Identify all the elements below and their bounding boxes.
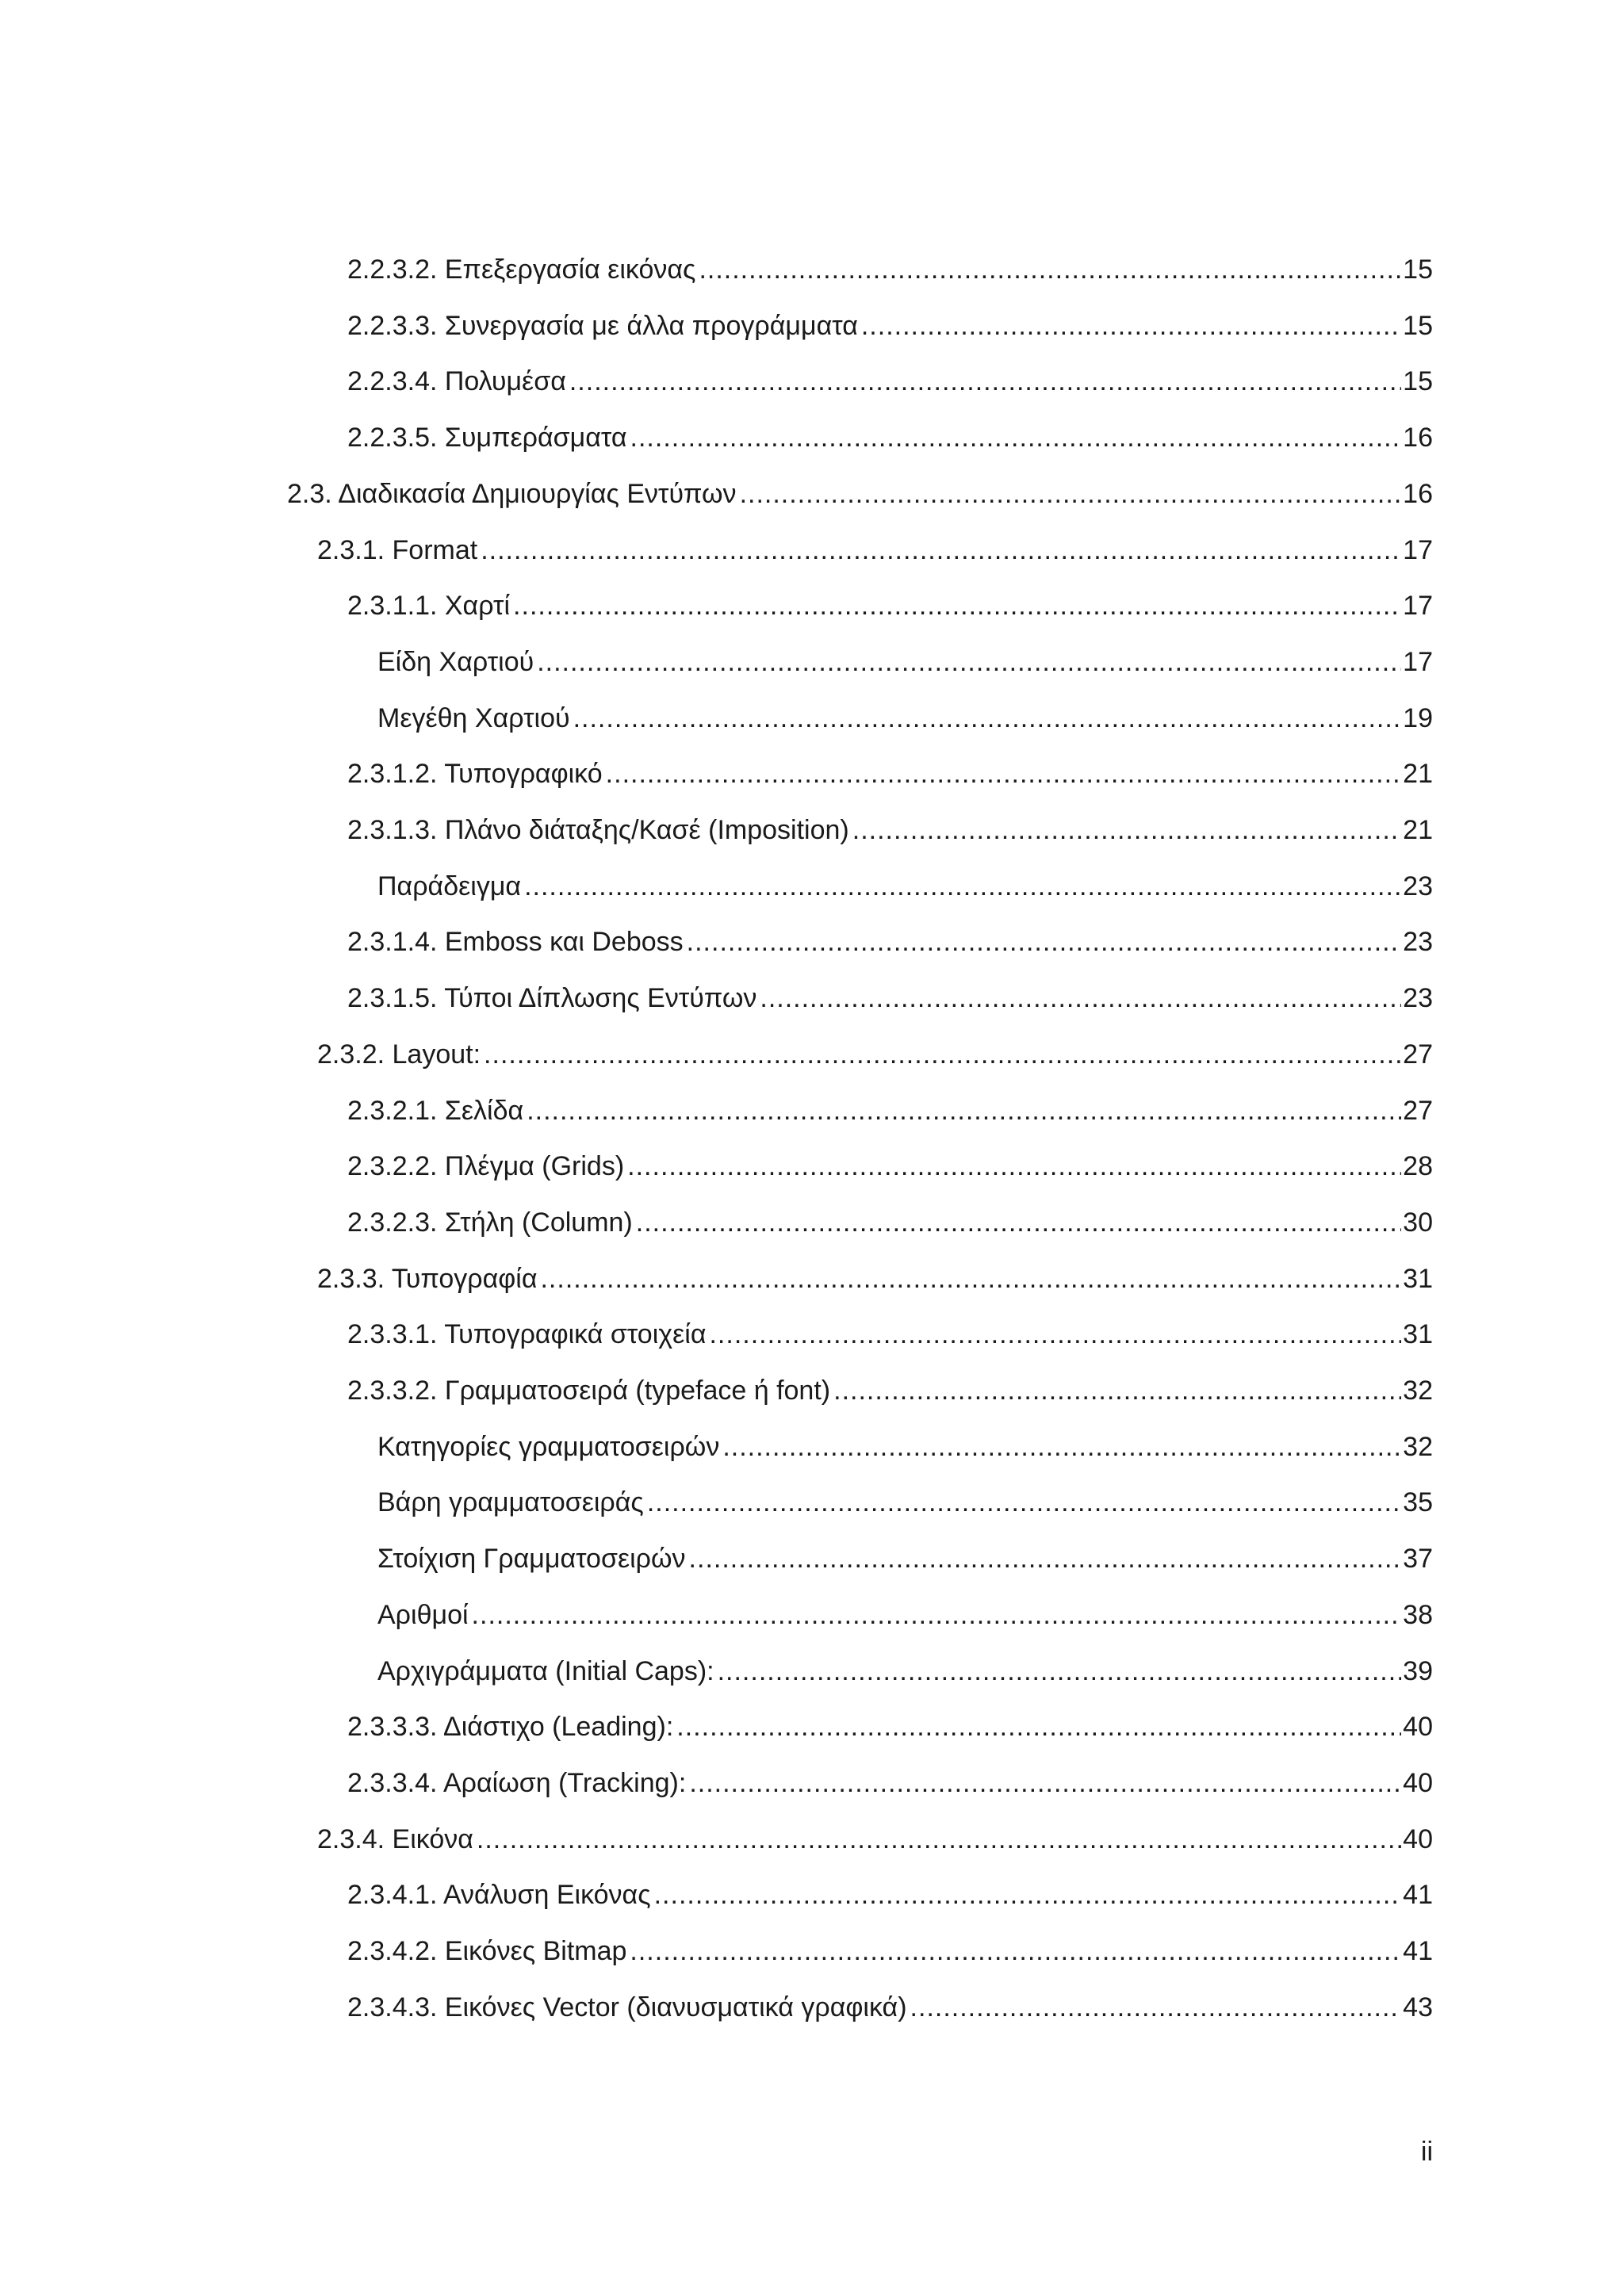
toc-dot-leader [910,1992,1401,2023]
toc-dot-leader [477,1823,1401,1855]
toc-entry-title: 2.3.4.2. Εικόνες Bitmap [347,1936,627,1966]
toc-entry-page-number: 21 [1403,759,1433,790]
toc-dot-leader [654,1879,1401,1911]
toc-entry[interactable] [347,1979,1433,2023]
toc-dot-leader [833,1375,1401,1406]
toc-entry-title: 2.3.3.4. Αραίωση (Tracking): [347,1767,687,1798]
toc-dot-leader [513,590,1401,622]
toc-entry-title: 2.3.2. Layout: [317,1039,481,1070]
toc-dot-leader [573,702,1401,734]
toc-entry-title: 2.3.1.2. Τυπογραφικό [347,759,603,790]
toc-dot-leader [687,926,1401,958]
toc-entry-page-number: 27 [1403,1095,1433,1126]
toc-dot-leader [689,1767,1401,1799]
toc-entry-page-number: 40 [1403,1767,1433,1798]
toc-entry-title: Βάρη γραμματοσειράς [377,1487,644,1518]
toc-entry[interactable] [377,858,1433,902]
toc-entry-title: Είδη Χαρτιού [377,646,534,677]
toc-entry-title: 2.2.3.5. Συμπεράσματα [347,423,627,453]
toc-entry-page-number: 35 [1403,1487,1433,1518]
toc-entry-page-number: 21 [1403,815,1433,845]
toc-entry-page-number: 23 [1403,871,1433,901]
toc-entry-title: 2.3.1.5. Τύποι Δίπλωσης Εντύπων [347,983,757,1014]
toc-dot-leader [722,1431,1401,1463]
toc-dot-leader [676,1711,1401,1743]
toc-entry-title: 2.3.2.3. Στήλη (Column) [347,1207,633,1238]
toc-entry-page-number: 27 [1403,1039,1433,1070]
toc-entry-page-number: 32 [1403,1431,1433,1462]
toc-entry-title: 2.3.3. Τυπογραφία [317,1263,538,1294]
toc-entry-page-number: 15 [1403,366,1433,397]
toc-entry-page-number: 15 [1403,254,1433,285]
toc-entry-title: Αριθμοί [377,1599,469,1630]
toc-dot-leader [484,1039,1401,1070]
toc-dot-leader [760,982,1401,1014]
toc-entry-title: 2.3.4.3. Εικόνες Vector (διανυσματικά γραφικά) [347,1992,907,2022]
toc-entry[interactable] [347,1698,1433,1743]
toc-entry[interactable] [347,1194,1433,1238]
toc-entry-title: 2.3.2.1. Σελίδα [347,1095,524,1126]
toc-entry-page-number: 31 [1403,1319,1433,1350]
toc-entry-page-number: 23 [1403,983,1433,1014]
toc-entry-title: 2.3.3.2. Γραμματοσειρά (typeface ή font) [347,1376,831,1406]
toc-entry-page-number: 16 [1403,478,1433,509]
toc-entry-page-number: 40 [1403,1712,1433,1743]
toc-dot-leader [740,478,1401,510]
toc-entry-title: 2.3. Διαδικασία Δημιουργίας Εντύπων [287,478,737,509]
toc-entry-page-number: 19 [1403,702,1433,733]
toc-entry[interactable] [347,745,1433,790]
toc-dot-leader [606,758,1401,790]
toc-entry[interactable] [377,1643,1433,1687]
toc-entry-page-number: 17 [1403,591,1433,622]
toc-entry-page-number: 30 [1403,1207,1433,1238]
toc-dot-leader [689,1543,1401,1575]
toc-entry[interactable] [347,409,1433,453]
toc-entry[interactable] [317,1811,1433,1855]
toc-entry[interactable] [287,465,1433,510]
toc-entry[interactable] [347,970,1433,1014]
toc-entry-page-number: 17 [1403,534,1433,565]
toc-dot-leader [481,534,1401,566]
toc-dot-leader [524,871,1401,902]
toc-entry-page-number: 31 [1403,1263,1433,1294]
toc-entry-page-number: 41 [1403,1880,1433,1911]
toc-dot-leader [540,1263,1401,1295]
toc-entry-page-number: 28 [1403,1151,1433,1182]
toc-entry-title: 2.3.1.3. Πλάνο διάταξης/Κασέ (Imposition) [347,815,849,845]
toc-entry-page-number: 16 [1403,423,1433,453]
toc-entry-title: 2.3.3.3. Διάστιχο (Leading): [347,1712,674,1743]
toc-entry[interactable] [347,577,1433,622]
toc-entry[interactable] [317,1250,1433,1295]
toc-entry[interactable] [347,1866,1433,1911]
toc-dot-leader [630,1935,1401,1967]
toc-entry-page-number: 40 [1403,1823,1433,1854]
toc-entry-page-number: 17 [1403,646,1433,677]
toc-dot-leader [472,1599,1401,1631]
toc-entry-page-number: 38 [1403,1599,1433,1630]
toc-entry-title: 2.3.3.1. Τυπογραφικά στοιχεία [347,1319,707,1350]
toc-dot-leader [630,422,1401,453]
toc-entry[interactable] [317,1026,1433,1070]
toc-entry-title: Κατηγορίες γραμματοσειρών [377,1431,720,1462]
toc-entry[interactable] [377,1586,1433,1631]
toc-entry[interactable] [347,1755,1433,1799]
toc-dot-leader [537,646,1401,678]
toc-dot-leader [527,1095,1401,1127]
toc-entry-title: Παράδειγμα [377,871,522,901]
toc-entry-title: 2.3.1. Format [317,534,478,565]
toc-entry-title: 2.3.2.2. Πλέγμα (Grids) [347,1151,625,1182]
toc-entry-page-number: 41 [1403,1936,1433,1966]
toc-dot-leader [699,254,1401,285]
toc-entry-page-number: 23 [1403,927,1433,958]
toc-entry[interactable] [347,1306,1433,1350]
toc-entry[interactable] [377,1530,1433,1575]
toc-dot-leader [647,1487,1401,1518]
toc-entry[interactable] [347,241,1433,285]
toc-entry-title: 2.2.3.2. Επεξεργασία εικόνας [347,254,696,285]
toc-entry[interactable] [377,1474,1433,1518]
page-number: ii [1420,2137,1433,2167]
toc-entry[interactable] [347,1082,1433,1127]
toc-dot-leader [852,814,1401,846]
toc-entry-title: 2.3.4.1. Ανάλυση Εικόνας [347,1880,651,1911]
toc-entry[interactable] [377,690,1433,734]
toc-entry[interactable] [347,913,1433,958]
toc-entry-page-number: 43 [1403,1992,1433,2022]
toc-entry[interactable] [347,1362,1433,1406]
toc-entry-title: Στοίχιση Γραμματοσειρών [377,1544,686,1575]
toc-dot-leader [709,1318,1401,1350]
toc-entry[interactable] [377,1418,1433,1463]
toc-dot-leader [718,1655,1401,1687]
toc-entry-page-number: 32 [1403,1376,1433,1406]
toc-dot-leader [636,1207,1401,1238]
toc-entry-title: 2.2.3.3. Συνεργασία με άλλα προγράμματα [347,310,858,341]
toc-entry[interactable] [317,522,1433,566]
toc-entry-title: 2.3.1.4. Emboss και Deboss [347,927,684,958]
toc-entry-title: 2.2.3.4. Πολυμέσα [347,366,566,397]
toc-entry-title: 2.3.4. Εικόνα [317,1823,473,1854]
toc-entry-page-number: 37 [1403,1544,1433,1575]
toc-entry-title: Αρχιγράμματα (Initial Caps): [377,1655,714,1686]
toc-dot-leader [861,310,1401,342]
toc-entry-page-number: 39 [1403,1655,1433,1686]
toc-entry-title: 2.3.1.1. Χαρτί [347,591,511,622]
toc-entry[interactable] [347,1923,1433,1967]
toc-entry-page-number: 15 [1403,310,1433,341]
toc-entry[interactable] [347,297,1433,342]
toc-entry[interactable] [347,1138,1433,1182]
toc-entry-title: Μεγέθη Χαρτιού [377,702,570,733]
toc-entry[interactable] [377,633,1433,678]
toc-entry[interactable] [347,353,1433,397]
toc-dot-leader [569,365,1401,397]
toc-dot-leader [627,1150,1401,1182]
toc-entry[interactable] [347,802,1433,846]
